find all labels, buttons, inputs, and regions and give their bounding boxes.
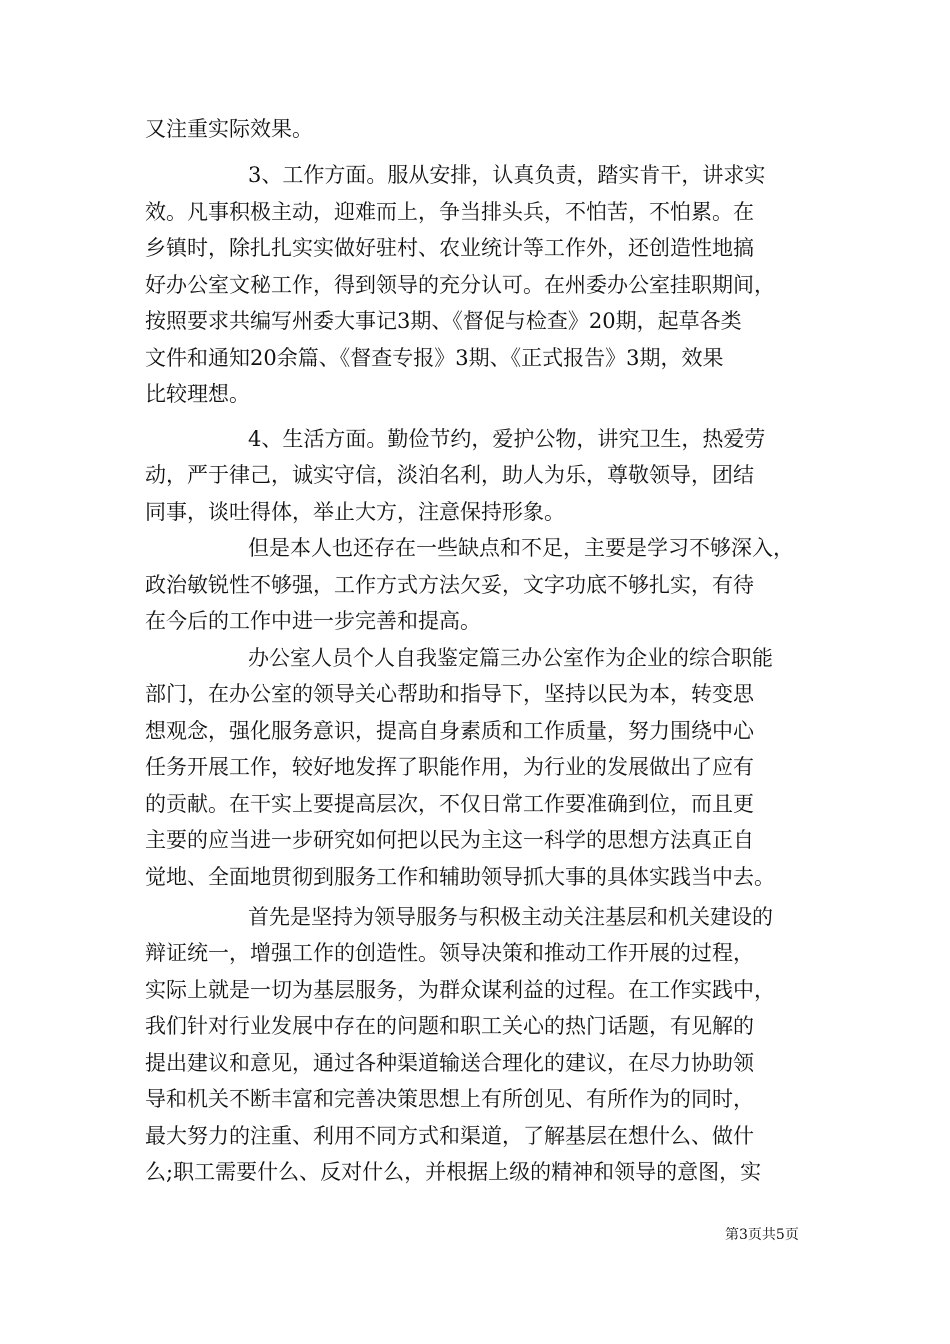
- text-line: 么;职工需要什么、反对什么，并根据上级的精神和领导的意图，实: [145, 1160, 762, 1184]
- text-line: 4、生活方面。勤俭节约，爱护公物，讲究卫生，热爱劳: [248, 427, 766, 451]
- text-line: 导和机关不断丰富和完善决策思想上有所创见、有所作为的同时，: [145, 1087, 754, 1111]
- text-line: 部门，在办公室的领导关心帮助和指导下，坚持以民为本，转变思: [145, 682, 754, 706]
- text-line: 提出建议和意见，通过各种渠道输送合理化的建议，在尽力协助领: [145, 1051, 754, 1075]
- text-line: 3、工作方面。服从安排，认真负责，踏实肯干，讲求实: [248, 163, 766, 187]
- text-line: 在今后的工作中进一步完善和提高。: [145, 609, 481, 633]
- text-line: 按照要求共编写州委大事记3期、《督促与检查》20期，起草各类: [145, 309, 742, 333]
- text-line: 动，严于律己，诚实守信，淡泊名利，助人为乐，尊敬领导，团结: [145, 463, 754, 487]
- text-line: 办公室人员个人自我鉴定篇三办公室作为企业的综合职能: [248, 646, 773, 670]
- text-line: 主要的应当进一步研究如何把以民为主这一科学的思想方法真正自: [145, 828, 754, 852]
- text-line: 想观念，强化服务意识，提高自身素质和工作质量，努力围绕中心: [145, 719, 754, 743]
- text-line: 我们针对行业发展中存在的问题和职工关心的热门话题，有见解的: [145, 1014, 754, 1038]
- text-line: 辩证统一，增强工作的创造性。领导决策和推动工作开展的过程，: [145, 941, 754, 965]
- text-line: 文件和通知20余篇、《督查专报》3期、《正式报告》3期，效果: [145, 346, 724, 370]
- text-line: 政治敏锐性不够强，工作方式方法欠妥，文字功底不够扎实，有待: [145, 573, 754, 597]
- text-line: 的贡献。在干实上要提高层次，不仅日常工作要准确到位，而且更: [145, 792, 754, 816]
- text-line: 又注重实际效果。: [145, 117, 313, 141]
- text-line: 同事，谈吐得体，举止大方，注意保持形象。: [145, 500, 565, 524]
- page-number: 第3页共5页: [725, 1227, 799, 1243]
- text-line: 但是本人也还存在一些缺点和不足，主要是学习不够深入，: [248, 536, 794, 560]
- text-line: 觉地、全面地贯彻到服务工作和辅助领导抓大事的具体实践当中去。: [145, 865, 775, 889]
- text-line: 乡镇时，除扎扎实实做好驻村、农业统计等工作外，还创造性地搞: [145, 236, 754, 260]
- text-line: 最大努力的注重、利用不同方式和渠道，了解基层在想什么、做什: [145, 1124, 754, 1148]
- text-line: 效。凡事积极主动，迎难而上，争当排头兵，不怕苦，不怕累。在: [145, 200, 754, 224]
- text-line: 首先是坚持为领导服务与积极主动关注基层和机关建设的: [248, 905, 773, 929]
- text-line: 实际上就是一切为基层服务，为群众谋利益的过程。在工作实践中，: [145, 978, 775, 1002]
- text-line: 任务开展工作，较好地发挥了职能作用，为行业的发展做出了应有: [145, 755, 754, 779]
- text-line: 比较理想。: [145, 382, 250, 406]
- text-line: 好办公室文秘工作，得到领导的充分认可。在州委办公室挂职期间，: [145, 273, 775, 297]
